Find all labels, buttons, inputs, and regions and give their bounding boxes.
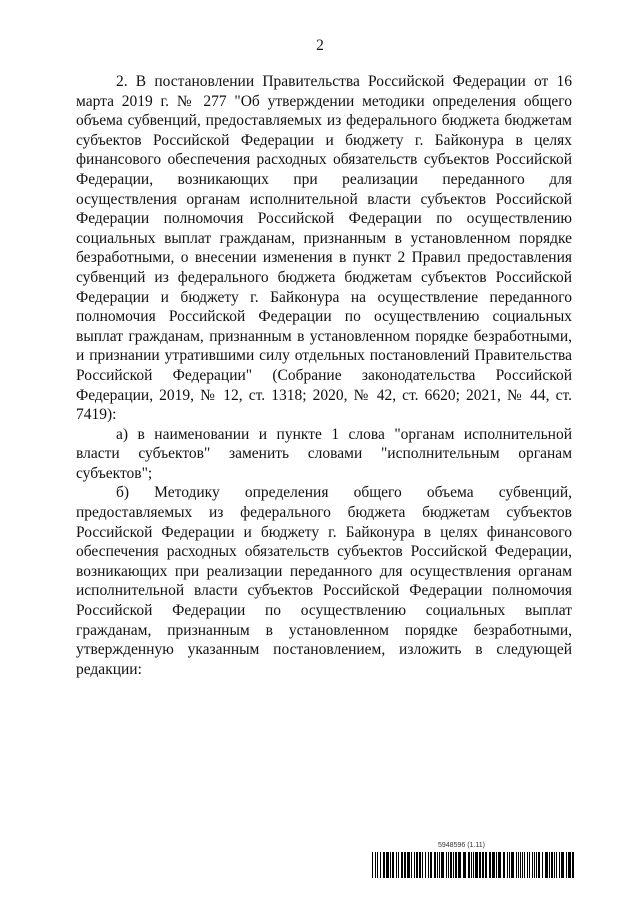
- page-number: 2: [316, 37, 324, 54]
- paragraph-subitem-b: б) Методику определения общего объема субвенций, предоставляемых из федерального бюджета бюджетам субъектов Российской Федерации и бюджету г. Байконура в целях финансового обеспечения расходных обязательств субъектов Российской Федерации, возникающих при реализации переданного для осуществления органам исполнительной власти субъектов Российской Федерации полномочия Российской Федерации по осуществлению социальных выплат гражданам, признанным в установленном порядке безработными, утвержденную указанным постановлением, изложить в следующей редакции:: [76, 484, 572, 678]
- paragraph-subitem-a: а) в наименовании и пункте 1 слова "органам исполнительной власти субъектов" заменить словами "исполнительным органам субъектов";: [76, 425, 572, 482]
- document-code: 5948596 (1.11): [438, 842, 485, 849]
- document-body: [76, 72, 572, 679]
- barcode-icon: [372, 852, 574, 878]
- paragraph-amendment-2: 2. В постановлении Правительства Российской Федерации от 16 марта 2019 г. № 277 "Об утверждении методики определения общего объема субвенций, предоставляемых из федерального бюджета бюджетам субъектов Российской Федерации и бюджету г. Байконура в целях финансового обеспечения расходных обязательств субъектов Российской Федерации, возникающих при реализации переданного для осуществления органам исполнительной власти субъектов Российской Федерации полномочия Российской Федерации по осуществлению социальных выплат гражданам, признанным в установленном порядке безработными, о внесении изменения в пункт 2 Правил предоставления субвенций из федерального бюджета бюджетам субъектов Российской Федерации и бюджету г. Байконура на осуществление переданного полномочия Российской Федерации по осуществлению социальных выплат гражданам, признанным в установленном порядке безработными, и признании утратившими силу отдельных постановлений Правительства Российской Федерации" (Собрание законодательства Российской Федерации, 2019, № 12, ст. 1318; 2020, № 42, ст. 6620; 2021, № 44, ст. 7419):: [76, 73, 572, 424]
